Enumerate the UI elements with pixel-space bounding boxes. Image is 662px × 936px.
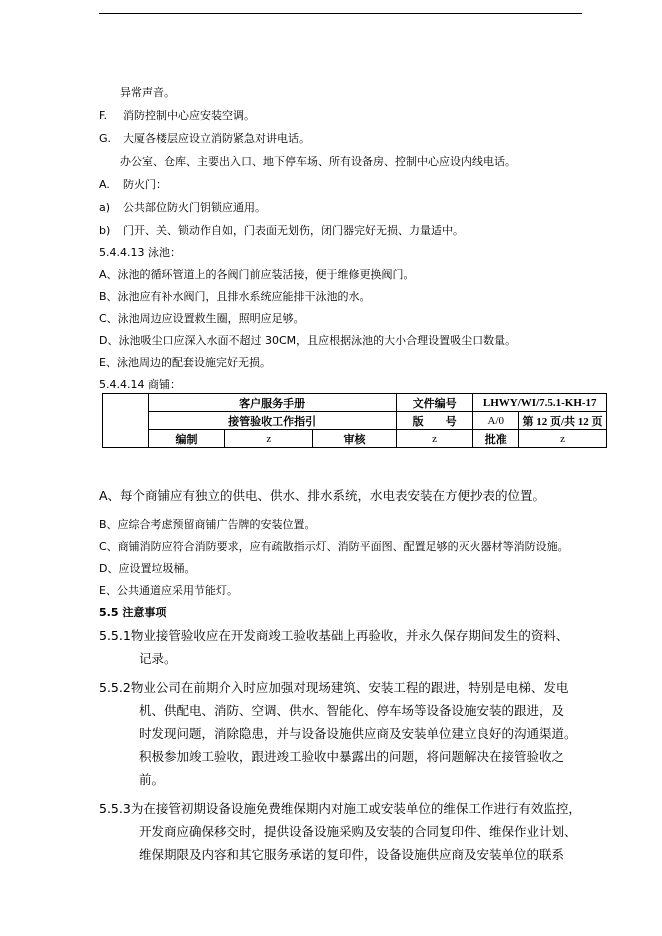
reviewed-value: z — [396, 430, 473, 448]
note-line: 开发商应确保移交时，提供设备设施采购及安装的合同复印件、维保作业计划、 — [139, 824, 577, 839]
shops-heading: 5.4.4.14 商铺： — [99, 378, 181, 391]
manual-title: 客户服务手册 — [148, 394, 396, 412]
shop-item: E、公共通道应采用节能灯。 — [99, 584, 238, 597]
pool-item: D、泳池吸尘口应深入水面不超过 30CM，且应根据泳池的大小合理设置吸尘口数量。 — [99, 334, 517, 347]
phone-locations: 办公室、仓库、主要出入口、地下停车场、所有设备房、控制中心应设内线电话。 — [120, 155, 516, 168]
approved-value: z — [519, 430, 607, 448]
prepared-label: 编制 — [148, 430, 225, 448]
item-g: G. 大厦各楼层应设立消防紧急对讲电话。 — [99, 132, 310, 145]
doc-no-label: 文件编号 — [396, 394, 473, 412]
guide-title: 接管验收工作指引 — [148, 412, 396, 430]
document-header-table — [102, 393, 607, 448]
pool-item: B、泳池应有补水阀门，且排水系统应能排干泳池的水。 — [99, 290, 371, 303]
item-f: F. 消防控制中心应安装空调。 — [99, 109, 255, 122]
blank-cell — [103, 394, 149, 448]
fire-door-heading: A. 防火门： — [99, 178, 167, 191]
pool-item: C、泳池周边应设置救生圈，照明应足够。 — [99, 312, 305, 325]
doc-no: LHWY/WI/7.5.1-KH-17 — [473, 394, 607, 412]
note-line: 维保期限及内容和其它服务承诺的复印件，设备设施供应商及安装单位的联系 — [139, 847, 565, 862]
note-line: 前。 — [139, 772, 165, 787]
page-info: 第 12 页/共 12 页 — [519, 412, 607, 430]
note-5-5-3: 5.5.3为在接管初期设备设施免费维保期内对施工或安装单位的维保工作进行有效监控， — [99, 801, 581, 816]
notes-heading: 5.5 注意事项 — [99, 606, 167, 619]
shop-item: A、每个商铺应有独立的供电、供水、排水系统，水电表安装在方便抄表的位置。 — [99, 488, 546, 503]
shop-item: D、应设置垃圾桶。 — [99, 562, 196, 575]
note-line: 记录。 — [139, 651, 177, 666]
note-line: 机、供配电、消防、空调、供水、智能化、停车场等设备设施安装的跟进，及 — [139, 703, 565, 718]
note-5-5-1: 5.5.1物业接管验收应在开发商竣工验收基础上再验收，并永久保存期间发生的资料、 — [99, 628, 569, 643]
header-rule — [99, 13, 582, 14]
reviewed-label: 审核 — [313, 430, 396, 448]
pool-heading: 5.4.4.13 泳池： — [99, 246, 181, 259]
prepared-value: z — [225, 430, 313, 448]
continuation-line: 异常声音。 — [120, 86, 175, 99]
shop-item: B、应综合考虑预留商铺广告牌的安装位置。 — [99, 518, 316, 531]
note-5-5-2: 5.5.2物业公司在前期介入时应加强对现场建筑、安装工程的跟进，特别是电梯、发电 — [99, 680, 569, 695]
note-line: 积极参加竣工验收，跟进竣工验收中暴露出的问题，将问题解决在接管验收之 — [139, 749, 565, 764]
fire-door-a: a) 公共部位防火门钥锁应通用。 — [99, 201, 266, 214]
shop-item: C、商铺消防应符合消防要求，应有疏散指示灯、消防平面图、配置足够的灭火器材等消防设施。 — [99, 540, 569, 553]
note-line: 时发现问题，消除隐患，并与设备设施供应商及安装单位建立良好的沟通渠道。 — [139, 726, 577, 741]
pool-item: A、泳池的循环管道上的各阀门前应装活接，便于维修更换阀门。 — [99, 268, 415, 281]
version-label: 版 号 — [396, 412, 473, 430]
version-value: A/0 — [473, 412, 519, 430]
approved-label: 批准 — [473, 430, 519, 448]
pool-item: E、泳池周边的配套设施完好无损。 — [99, 356, 271, 369]
fire-door-b: b) 门开、关、锁动作自如，门表面无划伤，闭门器完好无损、力量适中。 — [99, 224, 464, 237]
